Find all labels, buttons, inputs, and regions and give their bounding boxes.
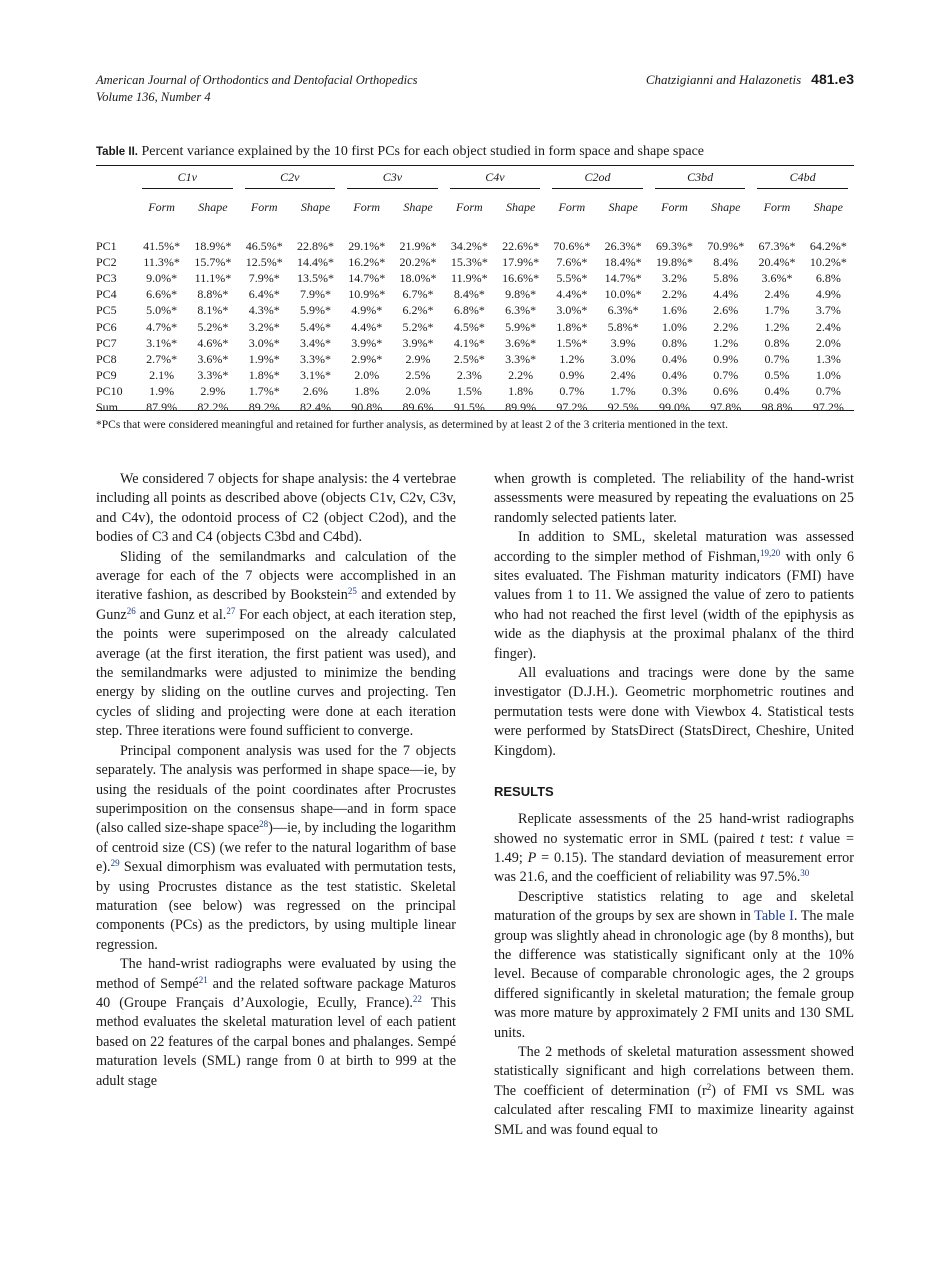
table-cell: 9.0%* — [146, 270, 178, 285]
table-cell: 97.2% — [556, 400, 588, 415]
table-cell: 3.2%* — [248, 319, 280, 334]
table-cell: 1.7% — [764, 303, 790, 318]
table-cell: 2.0% — [815, 335, 841, 350]
table-cell: 5.0%* — [146, 303, 178, 318]
table-cell: 3.6%* — [505, 335, 537, 350]
table-cell: 3.0%* — [556, 303, 588, 318]
citation[interactable]: 21 — [198, 974, 208, 985]
table-cell: 2.5%* — [453, 351, 485, 366]
results-heading: RESULTS — [494, 784, 554, 800]
table-cell: 6.2%* — [402, 303, 434, 318]
table-cell: 4.3%* — [248, 303, 280, 318]
table-cell: 14.7%* — [348, 270, 386, 285]
table-cell: 82.4% — [299, 400, 331, 415]
table-cell: 2.4% — [764, 287, 790, 302]
table-row — [96, 384, 854, 400]
table-cell: 4.4%* — [556, 287, 588, 302]
subheader-form: Form — [763, 199, 791, 214]
row-label: PC8 — [96, 351, 117, 366]
table-cell: 12.5%* — [245, 254, 283, 269]
table-cell: 4.4% — [713, 287, 739, 302]
object-header: C2od — [546, 168, 649, 190]
table-cell: 1.8% — [354, 384, 380, 399]
table-cell: 26.3%* — [604, 238, 642, 253]
subheader-shape: Shape — [505, 199, 536, 214]
table-caption-text: Percent variance explained by the 10 first PCs for each object studied in form space and shape space — [141, 144, 704, 159]
citation[interactable]: 27 — [226, 605, 236, 616]
row-label: PC2 — [96, 254, 117, 269]
table-cell: 3.3%* — [197, 368, 229, 383]
table-cell: 1.2% — [559, 351, 585, 366]
object-header-row — [96, 168, 854, 190]
table-cell: 69.3%* — [655, 238, 693, 253]
table-cell: 18.9%* — [194, 238, 232, 253]
table-cell: 2.2% — [508, 368, 534, 383]
table-cell: 21.9%* — [399, 238, 437, 253]
table-cell: 10.2%* — [809, 254, 847, 269]
table-cell: 6.3%* — [607, 303, 639, 318]
table-row — [96, 351, 854, 367]
table-cell: 5.5%* — [556, 270, 588, 285]
table-cell: 1.5% — [456, 384, 482, 399]
table-cell: 20.4%* — [758, 254, 796, 269]
row-label: PC4 — [96, 287, 117, 302]
table-cell: 0.5% — [764, 368, 790, 383]
journal-name: American Journal of Orthodontics and Dentofacial Orthopedics — [96, 73, 418, 87]
table-cell: 99.0% — [658, 400, 690, 415]
table-cell: 5.4%* — [299, 319, 331, 334]
object-header: C3bd — [649, 168, 752, 190]
table-cell: 3.6%* — [197, 351, 229, 366]
table-cell: 34.2%* — [450, 238, 488, 253]
table-row — [96, 287, 854, 303]
table-cell: 6.8%* — [453, 303, 485, 318]
citation[interactable]: 26 — [126, 605, 136, 616]
row-label: Sum — [96, 400, 119, 415]
table-cell: 2.2% — [661, 287, 687, 302]
table-cell: 5.9%* — [505, 319, 537, 334]
table-cell: 1.9%* — [248, 351, 280, 366]
table-cell: 0.7% — [713, 368, 739, 383]
table-cell: 22.8%* — [296, 238, 334, 253]
table-cell: 1.0% — [815, 368, 841, 383]
paragraph: Sliding of the semilandmarks and calculation of the average for each of the 7 objects were accomplished in an iterative fashion, as described by Bookstein$^{25}$ and extended by Gunz$^{26}$ and Gunz et al.$^{27}$ For each object, at each iteration step, the points were superimposed on the already calculated average (at the first iteration, the first patient was used), and the semilandmarks were adjusted to minimize the bending energy by sliding on the outline curves and projecting. Ten cycles of sliding and projecting were done at each iteration step. Three iterations were found sufficient to converge. — [96, 548, 456, 740]
table-cell: 1.2% — [764, 319, 790, 334]
table-cell: 4.1%* — [453, 335, 485, 350]
citation[interactable]: 19,20 — [760, 547, 781, 558]
table-cell: 5.2%* — [402, 319, 434, 334]
paragraph: Descriptive statistics relating to age and skeletal maturation of the groups by sex are shown in Table I. The male group was slightly ahead in chronologic age (by 8 months), but the difference was statistically significant only at the 10% level. Because of comparable chronologic ages, the 2 groups differed significantly in skeletal maturation; the female group was more mature by approximately 2 FMI units and 130 SML units. — [494, 888, 855, 1041]
table-cell: 97.8% — [710, 400, 742, 415]
table-cell: 3.9% — [610, 335, 636, 350]
superscript: 2 — [706, 1081, 712, 1092]
table-cell: 3.3%* — [505, 351, 537, 366]
table-cell: 89.6% — [402, 400, 434, 415]
table-cell: 6.8% — [815, 270, 841, 285]
table-cell: 0.4% — [764, 384, 790, 399]
page-number: 481.e3 — [811, 71, 854, 87]
table-cell: 2.3% — [456, 368, 482, 383]
table-cell: 3.9%* — [402, 335, 434, 350]
table-cell: 3.0% — [610, 351, 636, 366]
table-cell: 20.2%* — [399, 254, 437, 269]
table-cell: 15.3%* — [450, 254, 488, 269]
table-cell: 3.0%* — [248, 335, 280, 350]
table-cell: 70.9%* — [707, 238, 745, 253]
table-cell: 1.3% — [815, 351, 841, 366]
table-cell: 6.6%* — [146, 287, 178, 302]
subheader-form: Form — [455, 199, 483, 214]
table-cell: 2.2% — [713, 319, 739, 334]
table-row — [96, 368, 854, 384]
table-cell: 18.0%* — [399, 270, 437, 285]
table-cell: 4.9% — [815, 287, 841, 302]
table-cell: 9.8%* — [505, 287, 537, 302]
table-cell: 19.8%* — [655, 254, 693, 269]
paragraph: The hand-wrist radiographs were evaluated by using the method of Sempé$^{21}$ and the related software package Maturos 40 (Groupe Français d’Auxologie, Ecully, France).$^{22}$ This method evaluates the skeletal maturation level of each patient based on 22 features of the carpal bones and phalanges. Sempé maturation levels (SML) range from 0 at birth to 999 at the adult stage — [96, 956, 456, 1089]
table-cell: 10.9%* — [348, 287, 386, 302]
subheader-form: Form — [661, 199, 688, 214]
table-cell: 97.2% — [812, 400, 844, 415]
table-cell: 0.9% — [559, 368, 585, 383]
table-cell: 1.2% — [713, 335, 739, 350]
table-body — [96, 220, 854, 416]
table-cell: 17.9%* — [502, 254, 540, 269]
table-top-rule — [96, 165, 854, 166]
table-cell: 92.5% — [607, 400, 639, 415]
table-footnote: *PCs that were considered meaningful and retained for further analysis, as determined by at least 2 of the 3 criteria mentioned in the text. — [96, 419, 728, 431]
table-cell: 1.9% — [149, 384, 175, 399]
table-cell: 1.8%* — [556, 319, 588, 334]
table-cell: 89.2% — [248, 400, 280, 415]
table-cell: 2.9% — [200, 384, 226, 399]
subheader-shape: Shape — [300, 199, 331, 214]
table-cell: 2.7%* — [146, 351, 178, 366]
table-cell: 15.7%* — [194, 254, 232, 269]
table-cell: 2.5% — [405, 368, 431, 383]
running-header-left — [96, 72, 418, 106]
table-cell: 0.9% — [713, 351, 739, 366]
table-cell: 0.4% — [661, 368, 687, 383]
row-label: PC1 — [96, 238, 117, 253]
table-cell: 22.6%* — [502, 238, 540, 253]
table-cell: 8.4%* — [453, 287, 485, 302]
table-cell: 5.8% — [713, 270, 739, 285]
subheader-shape: Shape — [813, 199, 843, 214]
table-cell: 98.8% — [761, 400, 793, 415]
table-cell: 7.9%* — [248, 270, 280, 285]
citation[interactable]: 29 — [110, 858, 120, 869]
table-bottom-rule — [96, 410, 854, 411]
table-cell: 4.6%* — [197, 335, 229, 350]
table-cell: 2.6% — [713, 303, 739, 318]
subheader-shape: Shape — [403, 199, 433, 214]
table-cell: 3.1%* — [299, 368, 331, 383]
table-cell: 2.4% — [610, 368, 636, 383]
row-label: PC10 — [96, 384, 123, 399]
table-row — [96, 319, 854, 335]
subheader-shape: Shape — [711, 199, 741, 214]
table-cell: 1.6% — [661, 303, 687, 318]
table-link[interactable]: Table I — [754, 908, 794, 925]
table-cell: 16.2%* — [348, 254, 386, 269]
table-cell: 4.9%* — [351, 303, 383, 318]
corner-cell — [96, 168, 136, 190]
object-header: C3v — [341, 168, 444, 190]
table-cell: 91.5% — [453, 400, 485, 415]
table-cell: 2.6% — [302, 384, 328, 399]
table-cell: 87.9% — [146, 400, 178, 415]
table-cell: 6.7%* — [402, 287, 434, 302]
table-cell: 7.6%* — [556, 254, 588, 269]
form-shape-header-row — [96, 190, 854, 220]
right-column — [494, 470, 854, 1140]
table-cell: 8.8%* — [197, 287, 229, 302]
object-header: C4v — [444, 168, 547, 190]
object-header: C4bd — [751, 168, 854, 190]
table-cell: 90.8% — [351, 400, 383, 415]
table-cell: 0.8% — [661, 335, 687, 350]
left-column — [96, 470, 456, 1091]
table-cell: 5.2%* — [197, 319, 229, 334]
table-cell: 64.2%* — [809, 238, 847, 253]
table-cell: 3.1%* — [146, 335, 178, 350]
table-label: Table II. — [96, 146, 138, 158]
table-row — [96, 400, 854, 416]
subheader-form: Form — [353, 199, 381, 214]
journal-volume: Volume 136, Number 4 — [96, 90, 211, 104]
table-cell: 1.7%* — [248, 384, 280, 399]
subheader-shape: Shape — [198, 199, 228, 214]
table-cell: 2.9%* — [351, 351, 383, 366]
paragraph: Replicate assessments of the 25 hand-wrist radiographs showed no systematic error in SML (paired t test: t value = 1.49; P = 0.15). The standard deviation of measurement error was 21.6, and the coefficient of reliability was 97.5%.$^{30}$ — [494, 811, 854, 886]
table-cell: 1.8% — [508, 384, 534, 399]
table-cell: 2.0% — [354, 368, 380, 383]
table-cell: 1.0% — [661, 319, 687, 334]
table-cell: 70.6%* — [553, 238, 591, 253]
table-cell: 2.9% — [405, 351, 431, 366]
table-cell: 67.3%* — [758, 238, 796, 253]
table-cell: 3.9%* — [351, 335, 383, 350]
table-row — [96, 335, 854, 351]
table-cell: 0.7% — [764, 351, 790, 366]
table-cell: 2.1% — [149, 368, 175, 383]
running-authors: Chatzigianni and Halazonetis — [645, 72, 802, 87]
table-cell: 11.1%* — [194, 270, 232, 285]
table-cell: 29.1%* — [348, 238, 386, 253]
table-cell: 3.3%* — [299, 351, 331, 366]
table-cell: 5.8%* — [607, 319, 639, 334]
table-cell: 1.7% — [610, 384, 636, 399]
row-label: PC9 — [96, 368, 117, 383]
table-cell: 0.6% — [713, 384, 739, 399]
table-cell: 4.5%* — [453, 319, 485, 334]
table-cell: 8.1%* — [197, 303, 229, 318]
citation[interactable]: 30 — [800, 868, 810, 879]
table-cell: 8.4% — [713, 254, 739, 269]
table-cell: 46.5%* — [245, 238, 283, 253]
running-header-right — [646, 71, 854, 88]
paragraph: We considered 7 objects for shape analysis: the 4 vertebrae including all points as described above (objects C1v, C2v, C3v, and C4v), the odontoid process of C2 (object C2od), and the bodies of C3 and C4 (objects C3bd and C4bd). — [96, 471, 456, 546]
table-cell: 2.4% — [815, 319, 841, 334]
paragraph: when growth is completed. The reliability of the hand-wrist assessments were measured by repeating the evaluations on 25 randomly selected patients later. — [494, 471, 854, 526]
subheader-form: Form — [558, 199, 586, 214]
corner-cell — [96, 190, 136, 220]
table-cell: 3.6%* — [761, 270, 793, 285]
citation[interactable]: 28 — [259, 819, 269, 830]
table-cell: 0.3% — [661, 384, 687, 399]
table-cell: 7.9%* — [299, 287, 331, 302]
table-cell: 10.0%* — [604, 287, 642, 302]
object-header: C2v — [239, 168, 342, 190]
table-cell: 6.4%* — [248, 287, 280, 302]
citation[interactable]: 25 — [347, 586, 357, 597]
variance-table — [96, 168, 854, 416]
subheader-form: Form — [250, 199, 278, 214]
paragraph: All evaluations and tracings were done by the same investigator (D.J.H.). Geometric morphometric routines and permutation tests were done with Viewbox 4. Statistical tests were performed by StatsDirect (StatsDirect, Cheshire, United Kingdom). — [494, 665, 854, 759]
table-caption — [96, 143, 856, 161]
table-cell: 0.8% — [764, 335, 790, 350]
table-cell: 3.4%* — [299, 335, 331, 350]
table-cell: 82.2% — [197, 400, 229, 415]
subheader-shape: Shape — [608, 199, 638, 214]
table-cell: 4.4%* — [351, 319, 383, 334]
table-cell: 0.4% — [661, 351, 687, 366]
table-cell: 16.6%* — [502, 270, 540, 285]
table-cell: 14.4%* — [296, 254, 334, 269]
row-label: PC6 — [96, 319, 117, 334]
table-cell: 5.9%* — [299, 303, 331, 318]
table-cell: 3.7% — [815, 303, 841, 318]
paragraph: Principal component analysis was used for the 7 objects separately. The analysis was performed in shape space—ie, by using the residuals of the point coordinates after Procrustes superimposition on the consensus shape—and in form space (also called size-shape space$^{28}$)—ie, by including the logarithm of centroid size (CS) (we refer to the natural logarithm of base e).$^{29}$ Sexual dimorphism was evaluated with permutation tests, by using Procrustes distance as the test statistic. Skeletal maturation (see below) was regressed on the principal components (PCs) as the predictors, by using multiple linear regression. — [96, 742, 456, 953]
row-label: PC5 — [96, 303, 117, 318]
table-cell: 41.5%* — [143, 238, 181, 253]
table-cell: 3.2% — [661, 270, 687, 285]
table-cell: 11.3%* — [143, 254, 180, 269]
table-cell: 1.5%* — [556, 335, 588, 350]
table-row — [96, 254, 854, 270]
object-header: C1v — [136, 168, 239, 190]
citation[interactable]: 22 — [412, 993, 422, 1004]
table-row — [96, 220, 854, 254]
row-label: PC7 — [96, 335, 117, 350]
table-cell: 2.0% — [405, 384, 431, 399]
table-cell: 4.7%* — [146, 319, 178, 334]
row-label: PC3 — [96, 270, 117, 285]
paragraph: The 2 methods of skeletal maturation assessment showed statistically significant and high correlations between them. The coefficient of determination $(r^2)$ of FMI vs SML was calculated after rescaling FMI to maximize linearity against SML and was found equal to — [494, 1043, 854, 1138]
table-cell: 89.9% — [505, 400, 537, 415]
table-cell: 14.7%* — [604, 270, 642, 285]
subheader-form: Form — [148, 199, 175, 214]
table-cell: 6.3%* — [505, 303, 537, 318]
paragraph: In addition to SML, skeletal maturation was assessed according to the simpler method of Fishman,$^{19,20}$ with only 6 sites evaluated. The Fishman maturity indicators (FMI) have values from 1 to 11. We assigned the value of zero to patients who had not reached the first level (width of the epiphysis as wide as the diaphysis at the proximal phalanx of the third finger). — [494, 529, 854, 662]
table-cell: 18.4%* — [604, 254, 642, 269]
table-cell: 0.7% — [559, 384, 585, 399]
table-row — [96, 303, 854, 319]
table-row — [96, 270, 854, 286]
table-cell: 0.7% — [815, 384, 841, 399]
table-cell: 13.5%* — [296, 270, 334, 285]
table-cell: 11.9%* — [451, 270, 488, 285]
table-cell: 1.8%* — [248, 368, 280, 383]
